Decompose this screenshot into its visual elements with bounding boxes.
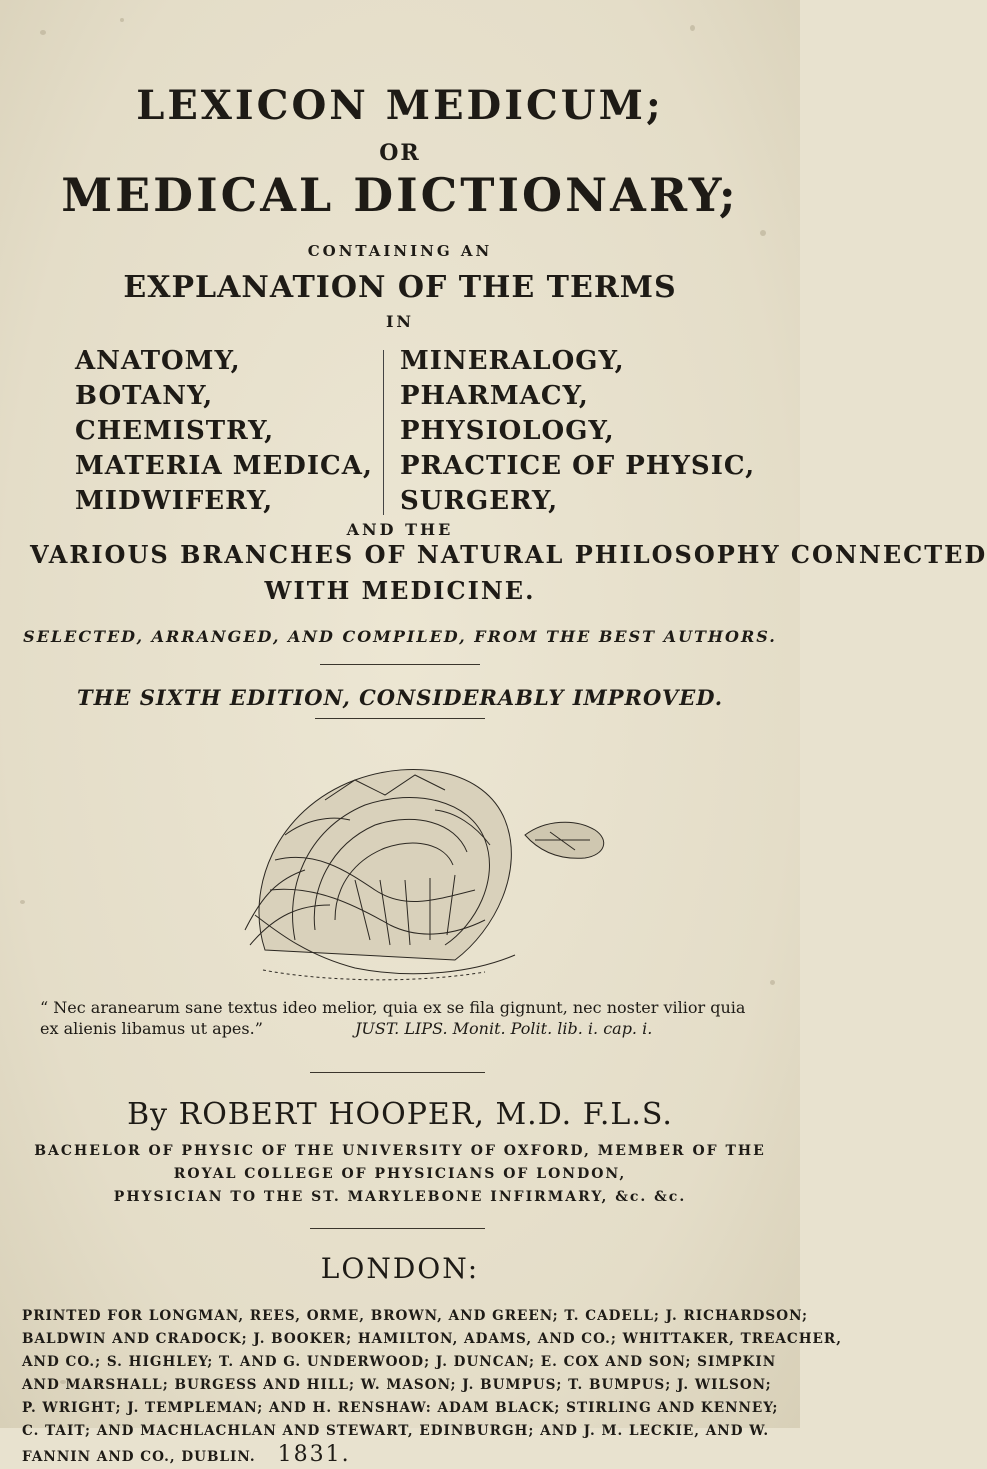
imprint-line: AND MARSHALL; BURGESS AND HILL; W. MASON; J. BUMPUS; T. BUMPUS; J. WILSON; xyxy=(22,1377,772,1393)
subject-item: PHARMACY, xyxy=(400,381,589,411)
column-divider xyxy=(383,350,384,515)
imprint-line: AND CO.; S. HIGHLEY; T. AND G. UNDERWOOD; J. DUNCAN; E. COX AND SON; SIMPKIN xyxy=(22,1354,777,1370)
author-credential-2: ROYAL COLLEGE OF PHYSICIANS OF LONDON, xyxy=(173,1166,627,1182)
subjects-right-column xyxy=(400,344,755,519)
in-label: IN xyxy=(385,312,415,331)
subject-item: ANATOMY, xyxy=(75,346,241,376)
subject-item: PHYSIOLOGY, xyxy=(400,416,615,446)
title-lexicon-medicum: LEXICON MEDICUM; xyxy=(136,82,664,129)
branches-line-2: WITH MEDICINE. xyxy=(264,576,536,605)
edition-statement: THE SIXTH EDITION, CONSIDERABLY IMPROVED. xyxy=(76,685,724,710)
title-medical-dictionary: MEDICAL DICTIONARY; xyxy=(61,168,739,222)
and-the: AND THE xyxy=(346,520,454,539)
subject-item: BOTANY, xyxy=(75,381,214,411)
rule-divider xyxy=(320,664,480,665)
imprint-line: C. TAIT; AND MACHLACHLAN AND STEWART, EDINBURGH; AND J. M. LECKIE, AND W. xyxy=(22,1423,770,1439)
epigraph-citation: JUST. LIPS. Monit. Polit. lib. i. cap. i. xyxy=(355,1019,653,1038)
imprint-line: P. WRIGHT; J. TEMPLEMAN; AND H. RENSHAW: ADAM BLACK; STIRLING AND KENNEY; xyxy=(22,1400,779,1416)
epigraph-line-2 xyxy=(40,1018,770,1039)
subject-item: MIDWIFERY, xyxy=(75,486,274,516)
epigraph-line-2-text: ex alienis libamus ut apes.” xyxy=(40,1019,263,1038)
subject-item: MINERALOGY, xyxy=(400,346,625,376)
imprint-dublin: FANNIN AND CO., DUBLIN. xyxy=(22,1449,256,1465)
imprint-last-line xyxy=(22,1443,782,1469)
subject-item: MATERIA MEDICA, xyxy=(75,451,373,481)
title-or: OR xyxy=(379,140,421,166)
branches-line-1: VARIOUS BRANCHES OF NATURAL PHILOSOPHY CONNECTED xyxy=(30,540,987,569)
imprint-city: LONDON: xyxy=(320,1252,480,1285)
engraved-vignette-image xyxy=(155,740,655,990)
imprint-publishers xyxy=(22,1305,842,1469)
subject-item: PRACTICE OF PHYSIC, xyxy=(400,451,756,481)
subject-item: SURGERY, xyxy=(400,486,559,516)
subjects-left-column xyxy=(75,344,373,519)
selected-arranged: SELECTED, ARRANGED, AND COMPILED, FROM THE BEST AUTHORS. xyxy=(23,627,777,646)
rule-divider xyxy=(310,1072,485,1073)
containing-an: CONTAINING AN xyxy=(307,242,493,260)
imprint-line: BALDWIN AND CRADOCK; J. BOOKER; HAMILTON, ADAMS, AND CO.; WHITTAKER, TREACHER, xyxy=(22,1331,842,1347)
rule-divider xyxy=(310,1228,485,1229)
epigraph-line-1: “ Nec aranearum sane textus ideo melior, quia ex se fila gignunt, nec noster vilior quia xyxy=(40,998,746,1017)
epigraph xyxy=(40,997,770,1039)
author-credential-3: PHYSICIAN TO THE ST. MARYLEBONE INFIRMARY, &c. &c. xyxy=(113,1189,687,1205)
author-name: By ROBERT HOOPER, M.D. F.L.S. xyxy=(127,1097,673,1132)
imprint-line: PRINTED FOR LONGMAN, REES, ORME, BROWN, AND GREEN; T. CADELL; J. RICHARDSON; xyxy=(22,1308,809,1324)
rule-divider xyxy=(315,718,485,719)
explanation-of-terms: EXPLANATION OF THE TERMS xyxy=(123,270,677,305)
publication-year: 1831. xyxy=(277,1442,351,1467)
subject-item: CHEMISTRY, xyxy=(75,416,275,446)
author-credential-1: BACHELOR OF PHYSIC OF THE UNIVERSITY OF OXFORD, MEMBER OF THE xyxy=(34,1143,766,1159)
